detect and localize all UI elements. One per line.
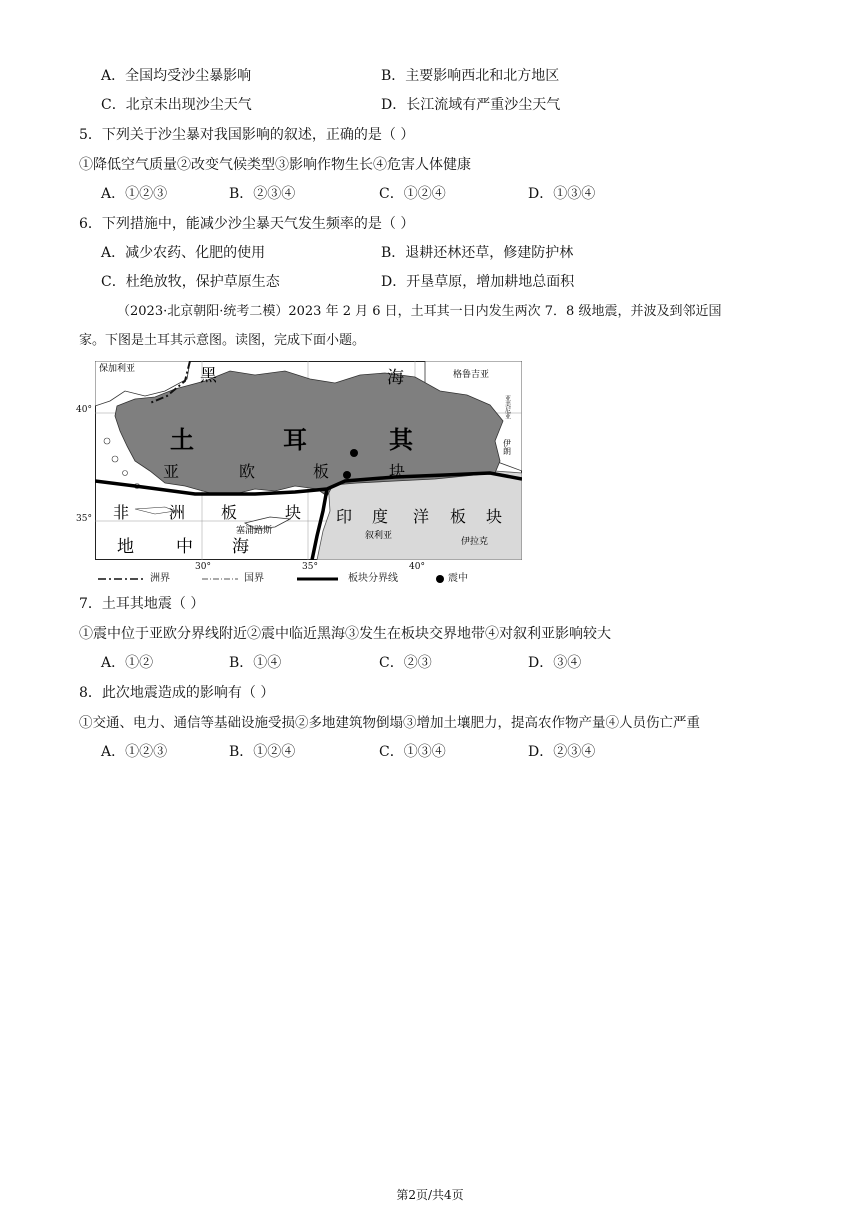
legend-country-symbol <box>200 573 240 585</box>
label-armenia: 亚美尼亚 <box>503 395 511 419</box>
page-footer: 第2页/共4页 <box>396 1188 464 1202</box>
label-kuai: 块 <box>389 462 406 481</box>
island-1 <box>104 438 110 444</box>
label-cyprus: 塞浦路斯 <box>236 526 273 536</box>
q4-option-a: A．全国均受沙尘暴影响 <box>101 68 252 84</box>
q7-option-d: D．③④ <box>528 655 582 671</box>
label-black: 黑 <box>200 366 217 386</box>
legend-country-label: 国界 <box>244 573 264 584</box>
label-zhou: 洲 <box>169 503 186 522</box>
label-ban: 板 <box>313 462 330 481</box>
label-du: 度 <box>372 507 389 526</box>
turkey-map <box>95 361 522 560</box>
island-2 <box>112 456 118 462</box>
q6-option-a: A．减少农药、化肥的使用 <box>101 245 266 261</box>
label-qi: 其 <box>389 425 413 454</box>
legend-epicenter-label: 震中 <box>448 573 468 584</box>
label-ban3: 板 <box>450 507 467 526</box>
q4-option-b: B．主要影响西北和北方地区 <box>381 68 560 84</box>
label-fei: 非 <box>113 503 130 522</box>
label-iraq: 伊拉克 <box>461 537 489 547</box>
label-ban2: 板 <box>221 503 238 522</box>
material-line-2: 家。下图是土耳其示意图。读图，完成下面小题。 <box>79 333 366 348</box>
label-ya: 亚 <box>163 462 180 481</box>
q4-option-c: C．北京未出现沙尘天气 <box>101 97 252 113</box>
lat-40-label: 40° <box>76 405 92 415</box>
lat-35-label: 35° <box>76 514 92 524</box>
label-di: 地 <box>117 537 134 557</box>
label-ou: 欧 <box>239 462 256 481</box>
lon-35-label: 35° <box>302 562 318 572</box>
q7-option-a: A．①② <box>101 655 154 671</box>
lon-30-label: 30° <box>195 562 211 572</box>
label-zhong: 中 <box>176 537 193 557</box>
q7-option-b: B．①④ <box>229 655 282 671</box>
q5-items: ①降低空气质量②改变气候类型③影响作物生长④危害人体健康 <box>79 157 471 173</box>
q7-option-c: C．②③ <box>379 655 432 671</box>
label-georgia: 格鲁吉亚 <box>453 370 490 380</box>
q6-stem: 6．下列措施中，能减少沙尘暴天气发生频率的是（ ） <box>79 216 415 232</box>
label-iran: 伊朗 <box>502 439 512 455</box>
legend-plate-label: 板块分界线 <box>348 573 398 584</box>
label-tu: 土 <box>170 425 194 454</box>
q5-option-c: C．①②④ <box>379 186 446 202</box>
legend-continent-symbol <box>96 573 146 585</box>
q6-option-c: C．杜绝放牧，保护草原生态 <box>101 274 280 290</box>
q8-option-c: C．①③④ <box>379 744 446 760</box>
label-yang: 洋 <box>413 507 430 526</box>
epicenter-2 <box>343 471 351 479</box>
legend-continent-label: 洲界 <box>150 573 170 584</box>
q8-option-a: A．①②③ <box>101 744 168 760</box>
q8-items: ①交通、电力、通信等基础设施受损②多地建筑物倒塌③增加土壤肥力，提高农作物产量④人员伤亡严重 <box>79 715 700 731</box>
epicenter-1 <box>350 449 358 457</box>
label-bulgaria: 保加利亚 <box>99 364 136 374</box>
q6-option-b: B．退耕还林还草，修建防护林 <box>381 245 574 261</box>
q8-option-b: B．①②④ <box>229 744 296 760</box>
island-3 <box>123 471 128 476</box>
q5-option-d: D．①③④ <box>528 186 596 202</box>
label-kuai2: 块 <box>285 503 302 522</box>
label-hai: 海 <box>232 537 249 557</box>
q7-items: ①震中位于亚欧分界线附近②震中临近黑海③发生在板块交界地带④对叙利亚影响较大 <box>79 626 611 642</box>
label-kuai3: 块 <box>486 507 503 526</box>
material-line-1: （2023·北京朝阳·统考二模）2023 年 2 月 6 日，土耳其一日内发生两次 7．8 级地震，并波及到邻近国 <box>117 304 722 319</box>
q5-stem: 5．下列关于沙尘暴对我国影响的叙述，正确的是（ ） <box>79 127 415 143</box>
q6-option-d: D．开垦草原，增加耕地总面积 <box>381 274 575 290</box>
legend-epicenter-symbol <box>434 573 446 585</box>
label-yin: 印 <box>336 507 353 526</box>
lon-40-label: 40° <box>409 562 425 572</box>
legend-plate-symbol <box>295 573 340 585</box>
q4-option-d: D．长江流域有严重沙尘天气 <box>381 97 561 113</box>
label-er: 耳 <box>283 425 307 454</box>
q7-stem: 7．土耳其地震（ ） <box>79 596 205 612</box>
label-sea: 海 <box>387 368 404 388</box>
q8-stem: 8．此次地震造成的影响有（ ） <box>79 685 275 701</box>
q5-option-b: B．②③④ <box>229 186 296 202</box>
q8-option-d: D．②③④ <box>528 744 596 760</box>
q5-option-a: A．①②③ <box>101 186 168 202</box>
label-syria: 叙利亚 <box>365 531 393 541</box>
